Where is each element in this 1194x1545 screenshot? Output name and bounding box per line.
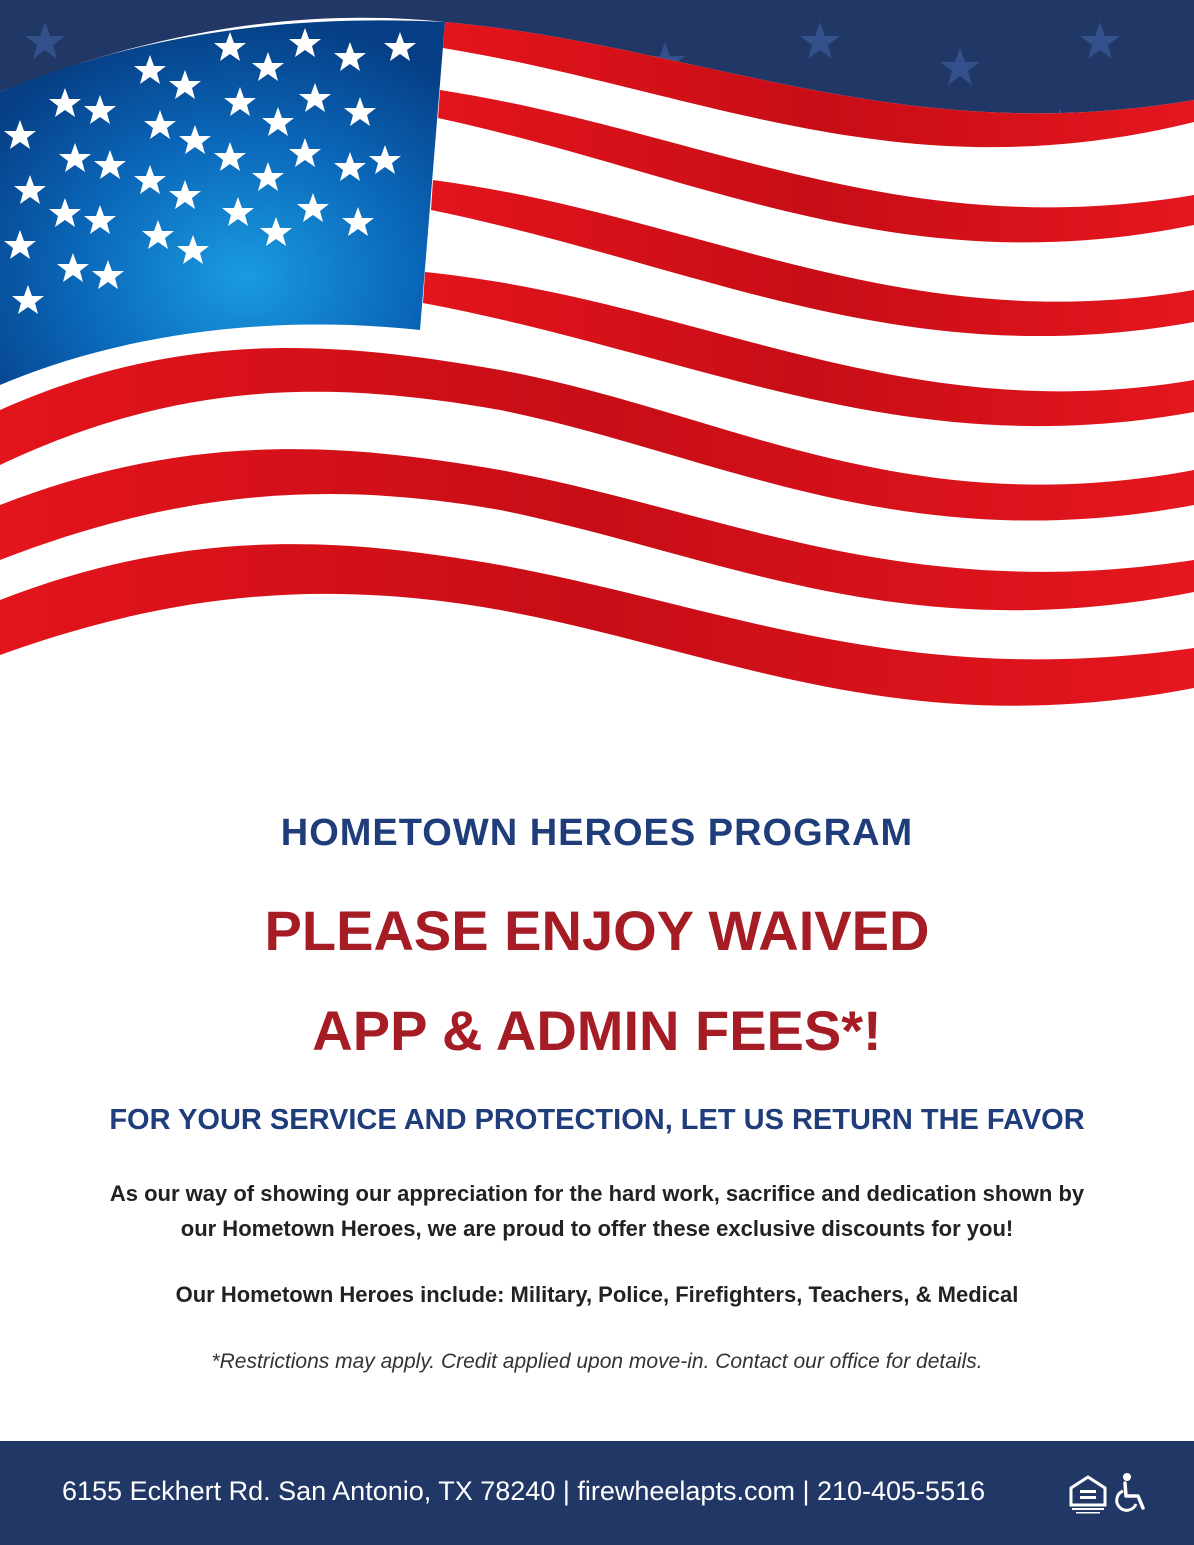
heroes-list: Our Hometown Heroes include: Military, Police, Firefighters, Teachers, & Medical <box>175 1282 1019 1307</box>
program-title: HOMETOWN HEROES PROGRAM <box>280 812 914 854</box>
footer-bar <box>0 1441 1194 1545</box>
headline-line-2: APP & ADMIN FEES*! <box>312 999 882 1062</box>
headline-line-1: PLEASE ENJOY WAIVED <box>264 899 930 962</box>
american-flag-illustration <box>0 0 1194 760</box>
appreciation-line-1: As our way of showing our appreciation for the hard work, sacrifice and dedication shown by <box>109 1181 1085 1206</box>
footer-contact: 6155 Eckhert Rd. San Antonio, TX 78240 | firewheelapts.com | 210-405-5516 <box>62 1476 986 1506</box>
disclaimer: *Restrictions may apply. Credit applied upon move-in. Contact our office for details. <box>211 1350 983 1373</box>
accessibility-icon <box>1114 1472 1148 1514</box>
appreciation-text <box>0 1176 1194 1246</box>
equal-housing-opportunity-icon <box>1068 1474 1108 1514</box>
tagline: FOR YOUR SERVICE AND PROTECTION, LET US RETURN THE FAVOR <box>109 1104 1085 1136</box>
appreciation-line-2: our Hometown Heroes, we are proud to offer these exclusive discounts for you! <box>180 1216 1014 1241</box>
